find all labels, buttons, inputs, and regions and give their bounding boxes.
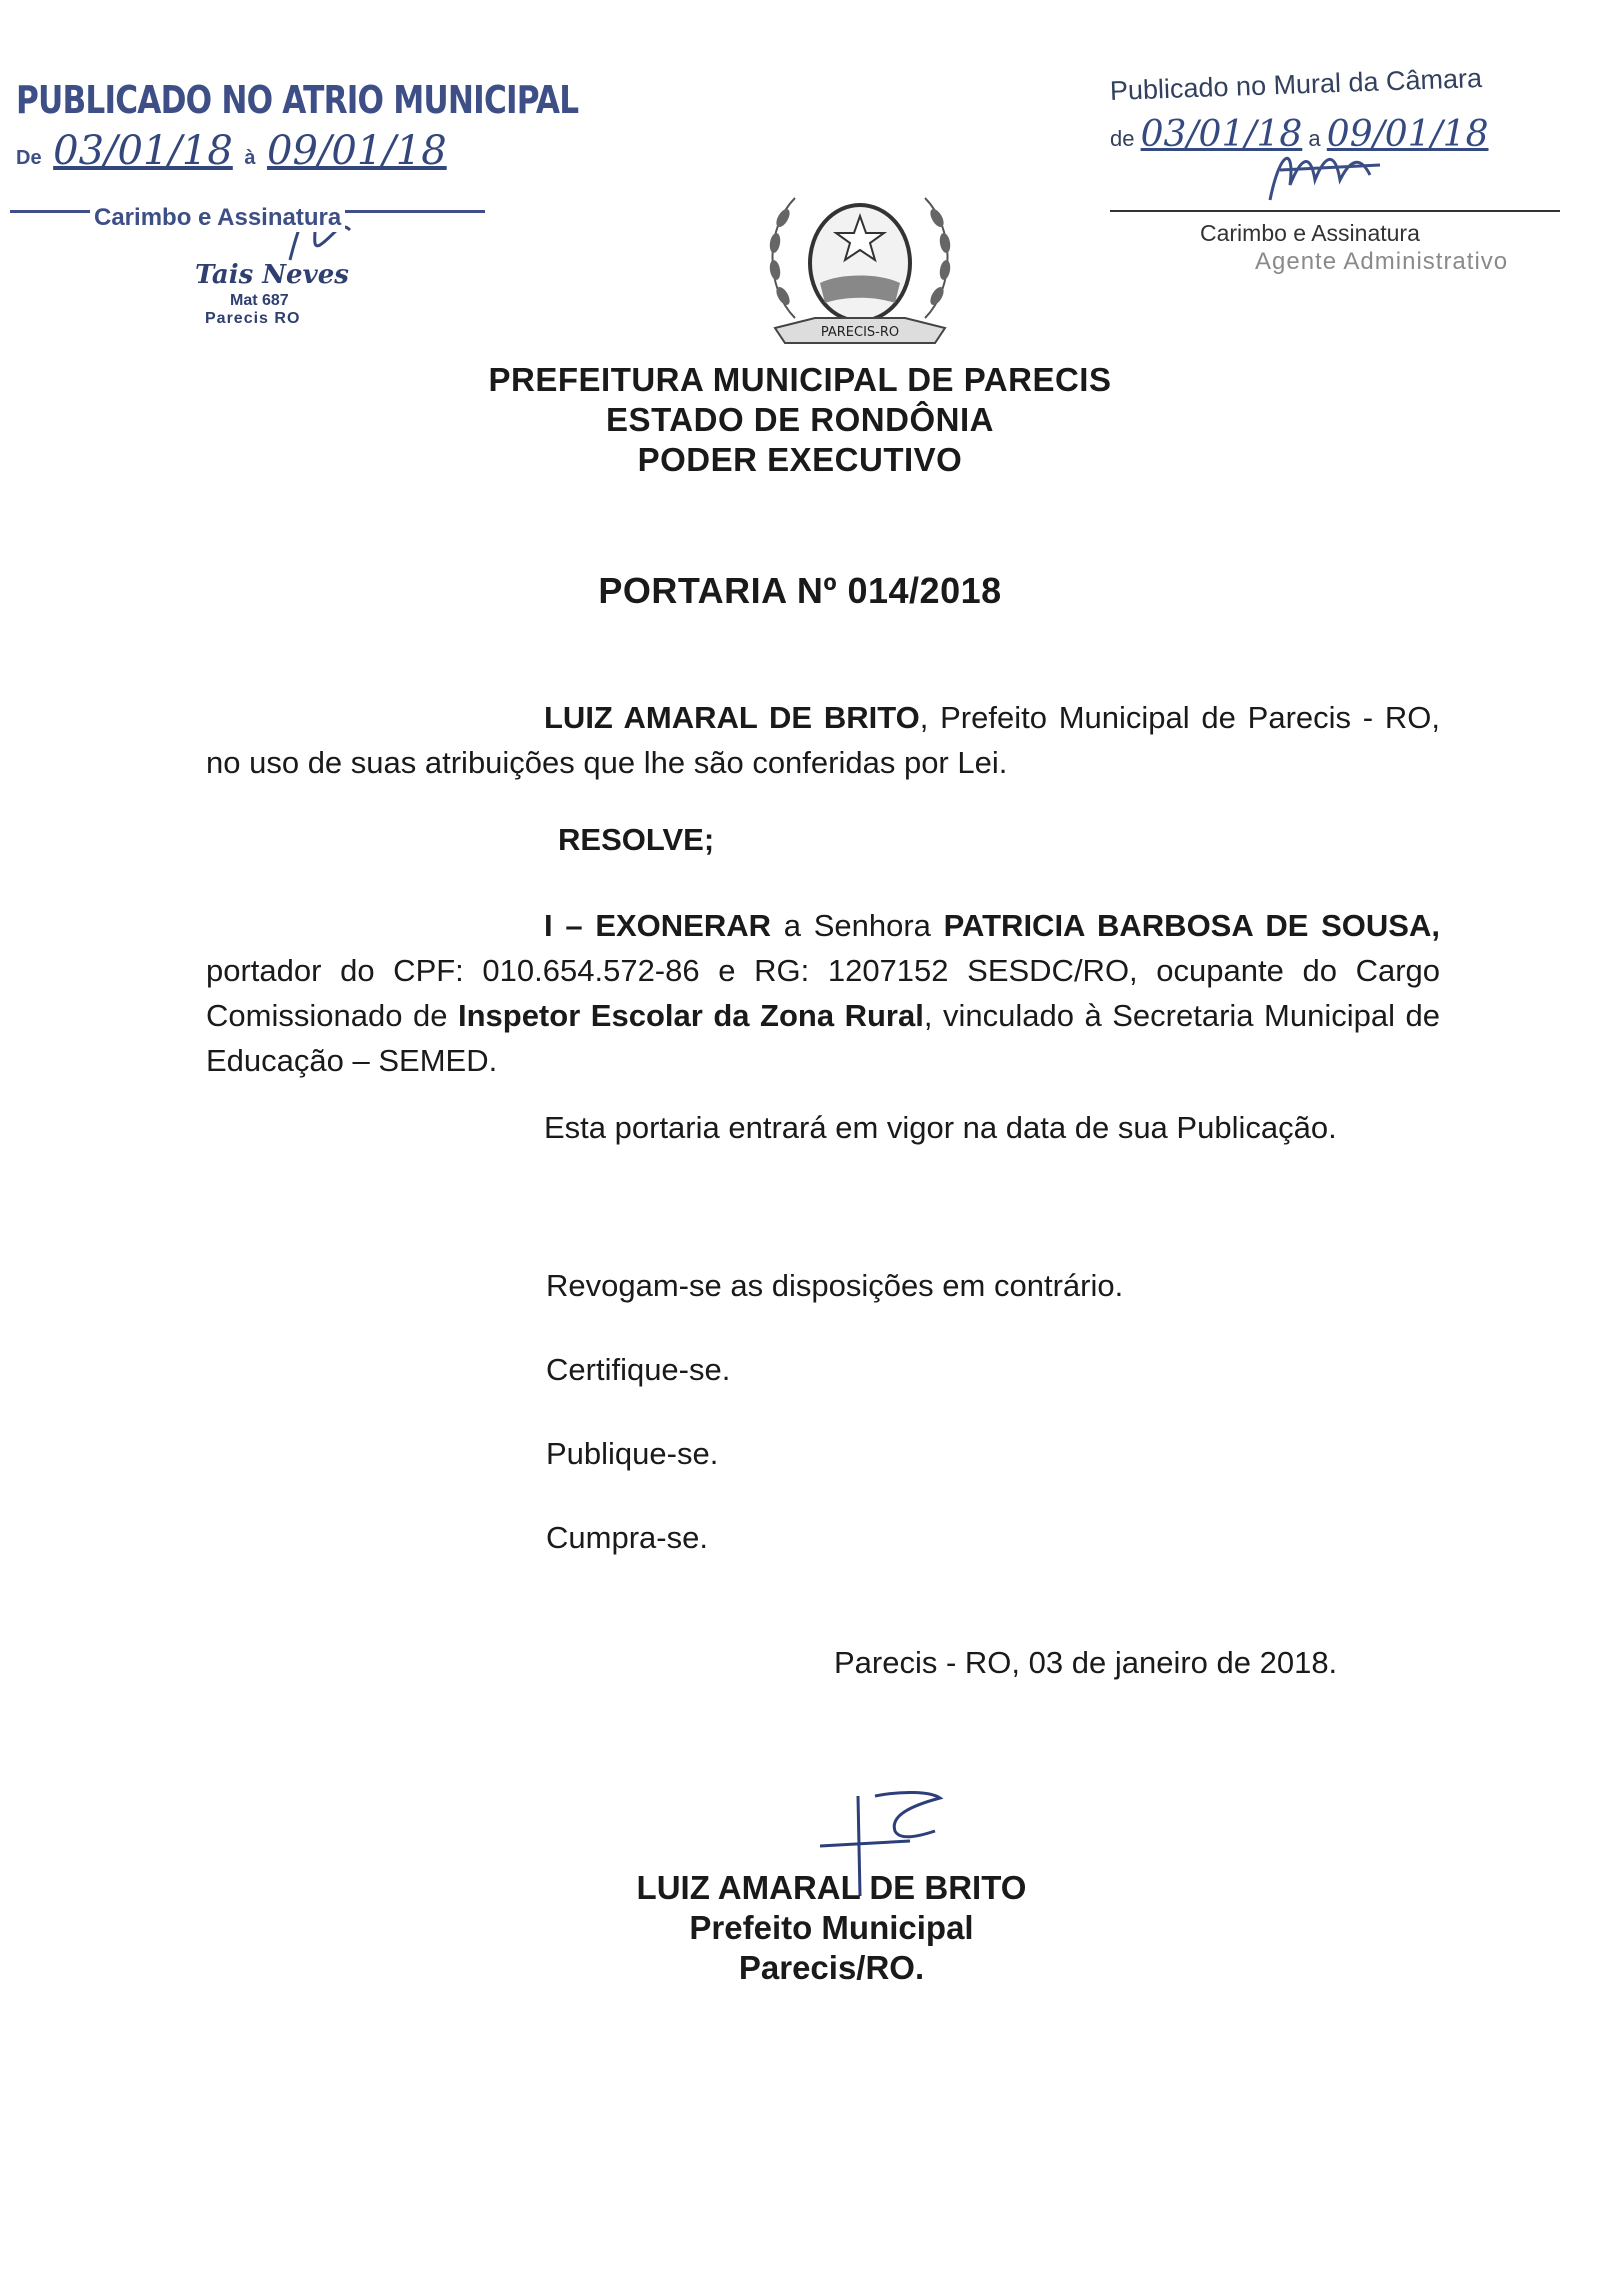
municipal-coat-of-arms-icon: [755, 178, 965, 353]
header-line-2: ESTADO DE RONDÔNIA: [606, 401, 994, 438]
stamp-heading: Publicado no Mural da Câmara: [1109, 63, 1483, 106]
emblem-ribbon-text: PARECIS-RO: [820, 325, 900, 340]
intro-text: , Prefeito Municipal de Parecis - RO, no uso de suas atribuições que lhe são conferidas por Lei.: [206, 700, 1441, 780]
stamp-prefix: de: [1110, 126, 1135, 151]
stamp-date-from: 03/01/18: [1140, 114, 1303, 155]
stamp-atrio-municipal: [10, 70, 579, 350]
stamp-date-row: [16, 128, 453, 174]
header-line-3: PODER EXECUTIVO: [637, 441, 963, 478]
closing-comply: Cumpra-se.: [546, 1520, 708, 1555]
article-1-person: PATRICIA BARBOSA DE SOUSA,: [943, 908, 1440, 943]
article-1-text-b: portador do CPF: 010.654.572-86 e RG: 1207152 SESDC/RO, ocupante do Cargo Comissionado de: [206, 953, 1440, 1033]
header-line-1: PREFEITURA MUNICIPAL DE PARECIS: [488, 361, 1112, 398]
handwritten-signature-icon: [1250, 130, 1400, 210]
stamp-date-from: 03/01/18: [53, 128, 233, 174]
stamp-registration: Mat 687: [230, 292, 289, 309]
validity-text: Esta portaria entrará em vigor na data de sua Publicação.: [544, 1110, 1337, 1145]
stamp-date-to: 09/01/18: [267, 128, 447, 174]
closing-certify: Certifique-se.: [546, 1352, 731, 1387]
stamp-role: Agente Administrativo: [1255, 248, 1509, 275]
stamp-prefix: De: [16, 147, 42, 169]
mayor-name: LUIZ AMARAL DE BRITO: [544, 700, 920, 735]
resolve-label: RESOLVE;: [558, 822, 715, 857]
signatory-role: Prefeito Municipal: [689, 1909, 974, 1946]
article-1-paragraph: [206, 903, 1440, 1083]
closing-publish: Publique-se.: [546, 1436, 719, 1471]
place-date: Parecis - RO, 03 de janeiro de 2018.: [834, 1645, 1338, 1680]
document-title: PORTARIA Nº 014/2018: [598, 570, 1002, 611]
stamp-caption: Carimbo e Assinatura: [90, 204, 345, 232]
stamp-caption: Carimbo e Assinatura: [1200, 220, 1420, 246]
intro-paragraph: [206, 695, 1440, 785]
document-header: [0, 360, 1600, 480]
stamp-name: Tais Neves: [195, 260, 349, 290]
stamp-heading: PUBLICADO NO ATRIO MUNICIPAL: [16, 78, 579, 122]
article-1-text-a: a Senhora: [771, 908, 944, 943]
signatory-name: LUIZ AMARAL DE BRITO: [636, 1869, 1027, 1906]
article-1-numeral: I – EXONERAR: [544, 908, 772, 943]
closing-revoke: Revogam-se as disposições em contrário.: [546, 1268, 1124, 1303]
stamp-signature-line: [1110, 210, 1560, 212]
article-1-text-c: , vinculado à Secretaria Municipal de Educação – SEMED.: [206, 998, 1441, 1078]
signatory-city: Parecis/RO.: [738, 1949, 925, 1986]
stamp-location: Parecis RO: [205, 310, 301, 327]
article-1-position: Inspetor Escolar da Zona Rural: [457, 998, 924, 1033]
stamp-mural-camara: [1109, 63, 1580, 290]
signature-block: [0, 1868, 1600, 1988]
stamp-date-to: 09/01/18: [1326, 114, 1489, 155]
stamp-connector: à: [244, 147, 256, 169]
validity-paragraph: [206, 1105, 1440, 1150]
stamp-connector: a: [1308, 126, 1321, 151]
